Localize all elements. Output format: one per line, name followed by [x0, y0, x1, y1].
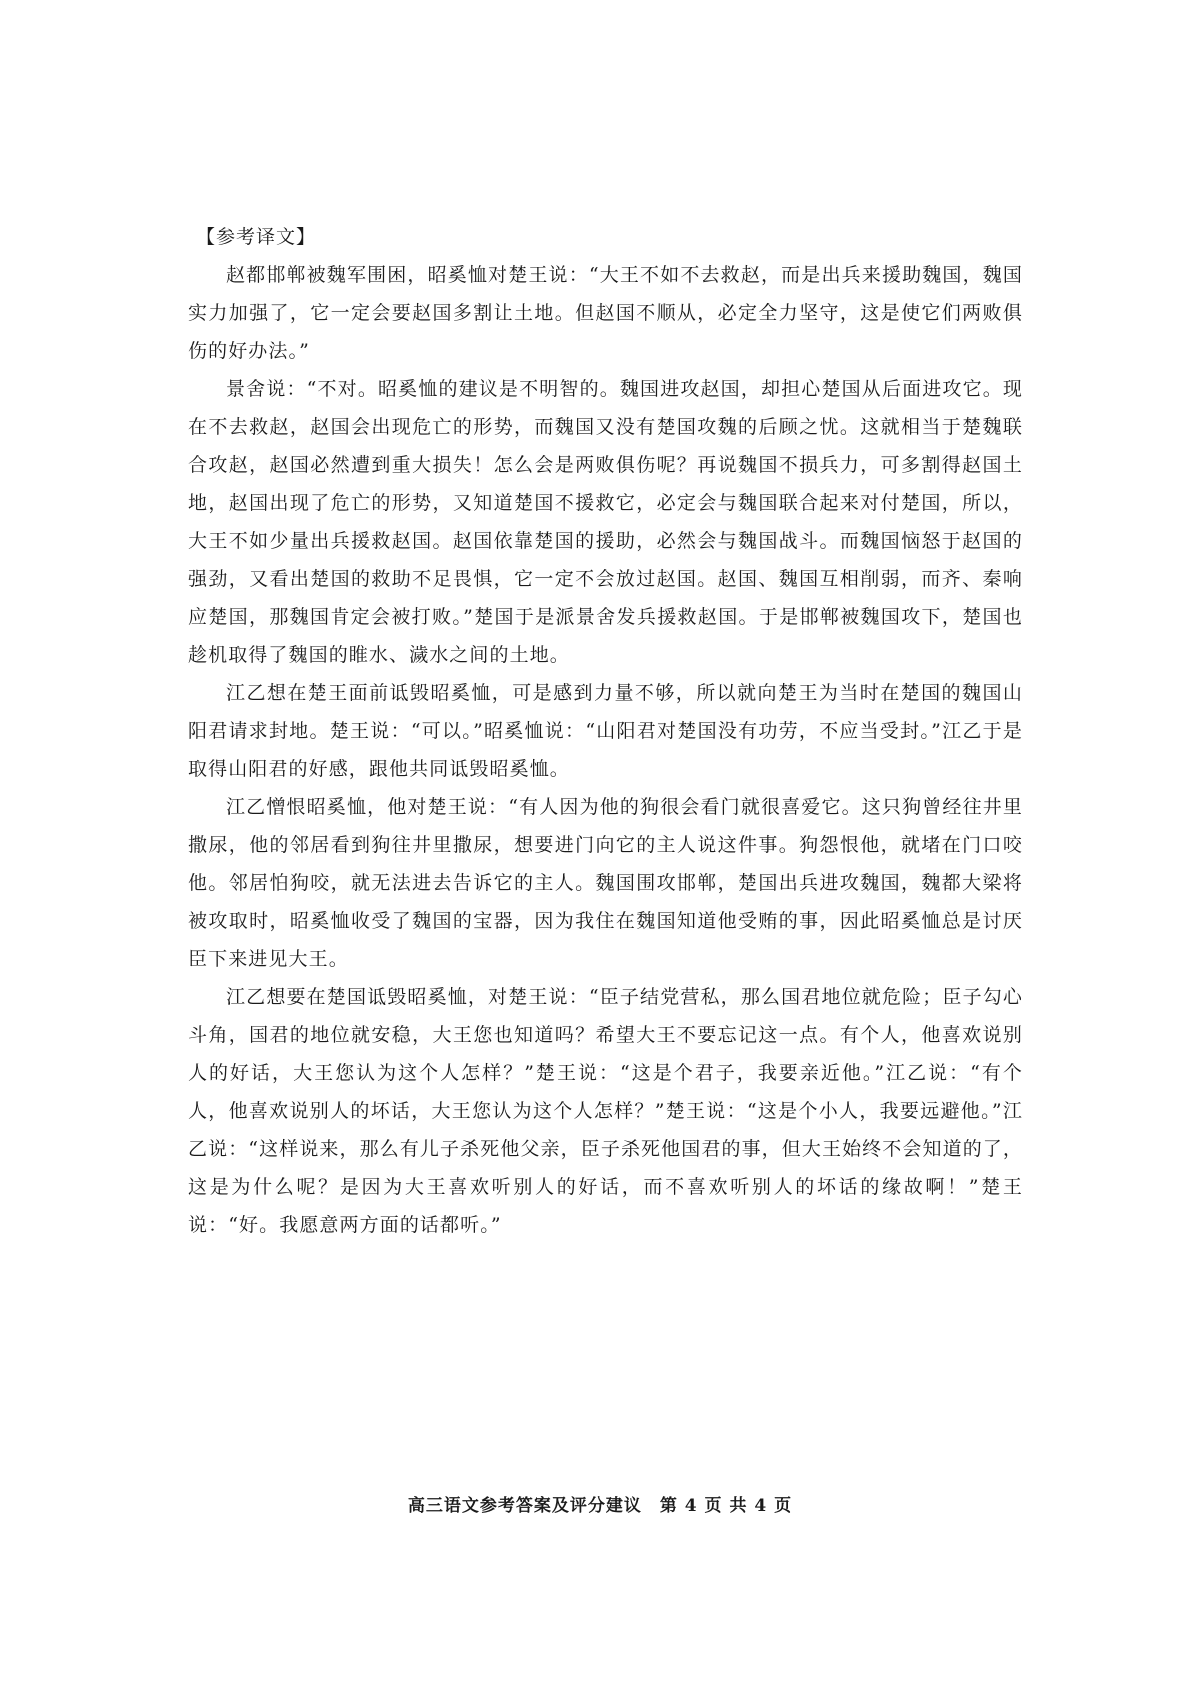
section-title: 【参考译文】 — [196, 226, 317, 248]
paragraph-2: 景舍说：“不对。昭奚恤的建议是不明智的。魏国进攻赵国，却担心楚国从后面进攻它。现在不去救赵，赵国会出现危亡的形势，而魏国又没有楚国攻魏的后顾之忧。这就相当于楚魏联合攻赵，赵国必然遭到重大损失！怎么会是两败俱伤呢？再说魏国不损兵力，可多割得赵国土地，赵国出现了危亡的形势，又知道楚国不援救它，必定会与魏国联合起来对付楚国，所以，大王不如少量出兵援救赵国。赵国依靠楚国的援助，必然会与魏国战斗。而魏国恼怒于赵国的强劲，又看出楚国的救助不足畏惧，它一定不会放过赵国。赵国、魏国互相削弱，而齐、秦响应楚国，那魏国肯定会被打败。”楚国于是派景舍发兵援救赵国。于是邯郸被魏国攻下，楚国也趁机取得了魏国的睢水、濊水之间的土地。 — [188, 378, 1023, 666]
paragraph-5: 江乙想要在楚国诋毁昭奚恤，对楚王说：“臣子结党营私，那么国君地位就危险；臣子勾心斗角，国君的地位就安稳，大王您也知道吗？希望大王不要忘记这一点。有个人，他喜欢说别人的好话，大王您认为这个人怎样？”楚王说：“这是个君子，我要亲近他。”江乙说：“有个人，他喜欢说别人的坏话，大王您认为这个人怎样？”楚王说：“这是个小人，我要远避他。”江乙说：“这样说来，那么有儿子杀死他父亲，臣子杀死他国君的事，但大王始终不会知道的了，这是为什么呢？是因为大王喜欢听别人的好话，而不喜欢听别人的坏话的缘故啊！”楚王说：“好。我愿意两方面的话都听。” — [188, 986, 1023, 1236]
paragraph-1: 赵都邯郸被魏军围困，昭奚恤对楚王说：“大王不如不去救赵，而是出兵来援助魏国，魏国实力加强了，它一定会要赵国多割让土地。但赵国不顺从，必定全力坚守，这是使它们两败俱伤的好办法。” — [188, 264, 1023, 362]
translation-section — [188, 218, 1023, 1244]
page-footer: 高三语文参考答案及评分建议 第 4 页 共 4 页 — [407, 1496, 793, 1516]
paragraph-3: 江乙想在楚王面前诋毁昭奚恤，可是感到力量不够，所以就向楚王为当时在楚国的魏国山阳君请求封地。楚王说：“可以。”昭奚恤说：“山阳君对楚国没有功劳，不应当受封。”江乙于是取得山阳君的好感，跟他共同诋毁昭奚恤。 — [188, 682, 1023, 780]
paragraph-4: 江乙憎恨昭奚恤，他对楚王说：“有人因为他的狗很会看门就很喜爱它。这只狗曾经往井里撒尿，他的邻居看到狗往井里撒尿，想要进门向它的主人说这件事。狗怨恨他，就堵在门口咬他。邻居怕狗咬，就无法进去告诉它的主人。魏国围攻邯郸，楚国出兵进攻魏国，魏都大梁将被攻取时，昭奚恤收受了魏国的宝器，因为我住在魏国知道他受贿的事，因此昭奚恤总是讨厌臣下来进见大王。 — [188, 796, 1023, 970]
